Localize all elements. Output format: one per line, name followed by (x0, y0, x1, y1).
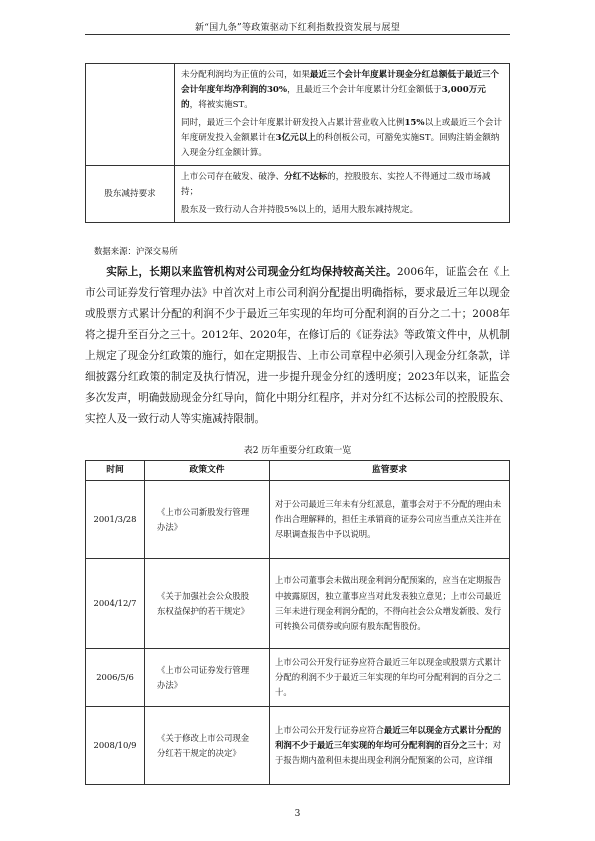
cell-document (145, 707, 270, 785)
rule-paragraph (181, 170, 503, 200)
text-run: 上市公司公开发行证券应符合最近三年以现金或股票方式累计分配的利润不少于最近三年实现的年均可分配利润的百分之二十。 (275, 656, 502, 698)
table-row (86, 559, 510, 649)
dividend-policy-history-table (85, 460, 510, 785)
text-run: ，将被实施ST。 (189, 100, 253, 110)
text-run: 以上或最近三个会计年度研发投入金额累计在 (181, 118, 502, 143)
text-run: 上市公司公开发行证券应符合 (275, 724, 384, 735)
text-run: 2006年，证监会在《上市公司证券发行管理办法》中首次对上市公司利润分配提出明确指标，要求最近三年以现金或股票方式累计分配的利润不少于最近三年实现的年均可分配利润的百分之二十；2008年将之提升至百分之三十。2012年、2020年，在修订后的《证券法》等政策文件中，从机制上规定了现金分红政策的施行，如在定期报告、上市公司章程中必须引入现金分红条款，详细披露分红政策的制定及执行情况，进一步提升现金分红的透明度；2023年以来，证监会多次发声，明确鼓励现金分红导向，简化中期分红程序，并对分红不达标公司的控股股东、实控人及一致行动人等实施减持限制。 (85, 266, 511, 425)
text-run: 的，控股股东、实控人不得通过二级市场减持； (181, 172, 491, 197)
column-header-time: 时间 (86, 461, 145, 481)
body-paragraph (85, 262, 510, 430)
row-label (86, 64, 175, 166)
text-run: ；对于报告期内盈利但未提出现金利润分配预案的公司，应详细 (275, 740, 502, 766)
text-run: 未分配利润均为正值的公司，如果 (181, 70, 310, 80)
emphasis-text: 3亿元以上 (275, 133, 316, 143)
header-rule (85, 34, 510, 35)
cell-time: 2006/5/6 (86, 649, 145, 707)
text-run: 上市公司董事会未做出现金利润分配预案的，应当在定期报告中披露原因，独立董事应当对此发表独立意见；上市公司最近三年未进行现金利润分配的，不得向社会公众增发新股、发行可转换公司债券或向原有股东配售股份。 (275, 575, 502, 632)
text-run: 上市公司存在破发、破净、 (181, 172, 285, 182)
running-header: 新“国九条”等政策驱动下红利指数投资发展与展望 (194, 23, 401, 33)
cell-time: 2008/10/9 (86, 707, 145, 785)
cell-document (145, 559, 270, 649)
cell-requirement (270, 707, 510, 785)
cell-time: 2001/3/28 (86, 481, 145, 559)
text-run: 同时，最近三个会计年度累计研发投入占累计营业收入比例 (181, 118, 405, 128)
document-name: 《关于修改上市公司现金分红若干规定的决定》 (157, 732, 250, 758)
emphasis-text: 实际上，长期以来监管机构对公司现金分红均保持较高关注。 (106, 266, 397, 278)
cell-document (145, 649, 270, 707)
table-row (86, 649, 510, 707)
emphasis-text: 3,000万元的 (181, 85, 486, 110)
rule-paragraph (181, 116, 503, 161)
document-name: 《上市公司新股发行管理办法》 (157, 506, 250, 532)
rule-paragraph (181, 203, 503, 218)
text-run: 的科创板公司，可豁免实施ST。回购注销金额纳入现金分红金额计算。 (181, 133, 500, 158)
data-source-note: 数据来源：沪深交易所 (94, 246, 178, 256)
emphasis-text: 最近三个会计年度累计现金分红总额低于最近三个会计年度年均净利润的30% (181, 70, 499, 95)
cell-time: 2004/12/7 (86, 559, 145, 649)
page-number: 3 (294, 809, 301, 819)
emphasis-text: 15% (404, 118, 425, 128)
text-run: ，且最近三个会计年度累计分红金额低于 (287, 85, 442, 95)
cell-requirement (270, 559, 510, 649)
row-label: 股东减持要求 (86, 166, 175, 223)
document-name: 《关于加强社会公众股股东权益保护的若干规定》 (157, 590, 250, 616)
table-caption: 表2 历年重要分红政策一览 (243, 446, 352, 456)
document-name: 《上市公司证券发行管理办法》 (157, 664, 250, 690)
column-header-document: 政策文件 (145, 461, 270, 481)
dividend-rules-table-continued (85, 63, 510, 223)
table-row (86, 166, 510, 223)
rule-paragraph (181, 68, 503, 113)
cell-document (145, 481, 270, 559)
column-header-requirement: 监管要求 (270, 461, 510, 481)
table-row (86, 64, 510, 166)
row-content (175, 64, 510, 166)
table-row (86, 481, 510, 559)
cell-requirement (270, 649, 510, 707)
emphasis-text: 分红不达标 (284, 172, 328, 182)
table-header-row (86, 461, 510, 481)
text-run: 对于公司最近三年未有分红派息，董事会对于不分配的理由未作出合理解释的，担任主承销商的证券公司应当重点关注并在尽职调查报告中予以说明。 (275, 498, 502, 540)
emphasis-text: 最近三年以现金方式累计分配的利润不少于最近三年实现的年均可分配利润的百分之三十 (275, 724, 502, 751)
cell-requirement (270, 481, 510, 559)
table-row (86, 707, 510, 785)
row-content (175, 166, 510, 223)
text-run: 股东及一致行动人合并持股5%以上的，适用大股东减持规定。 (181, 205, 419, 215)
